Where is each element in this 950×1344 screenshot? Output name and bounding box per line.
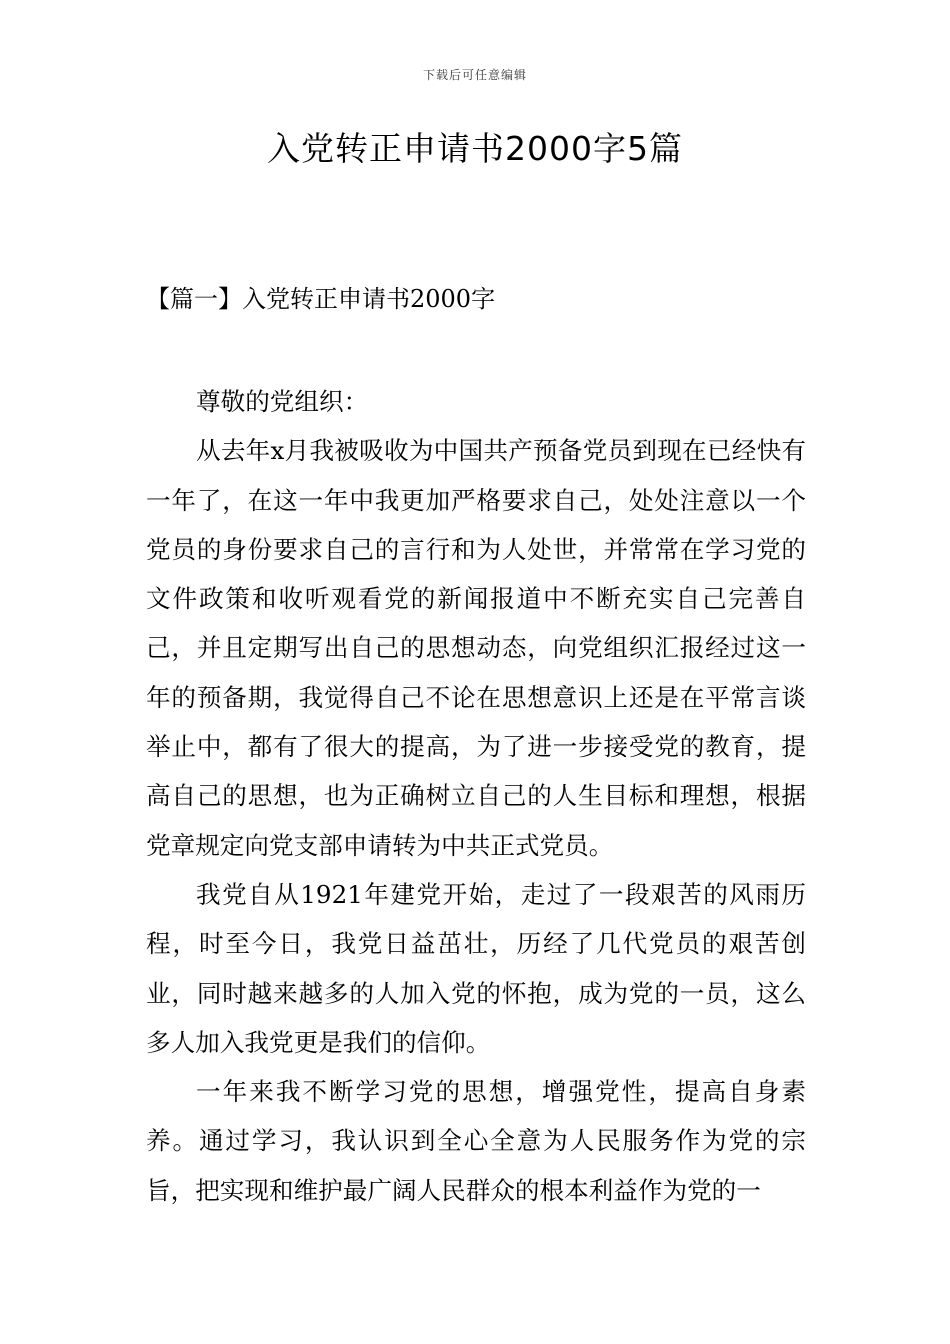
- paragraph: 从去年x月我被吸收为中国共产预备党员到现在已经快有一年了，在这一年中我更加严格要求自己，处处注意以一个党员的身份要求自己的言行和为人处世，并常常在学习党的文件政策和收听观看党的新闻报道中不断充实自己完善自己，并且定期写出自己的思想动态，向党组织汇报经过这一年的预备期，我觉得自己不论在思想意识上还是在平常言谈举止中，都有了很大的提高，为了进一步接受党的教育，提高自己的思想，也为正确树立自己的人生目标和理想，根据党章规定向党支部申请转为中共正式党员。: [146, 436, 806, 860]
- document-title: 入党转正申请书2000字5篇: [267, 129, 683, 168]
- paragraph: 一年来我不断学习党的思想，增强党性，提高自身素养。通过学习，我认识到全心全意为人民服务作为党的宗旨，把实现和维护最广阔人民群众的根本利益作为党的一: [146, 1077, 806, 1205]
- paragraph: 我党自从1921年建党开始，走过了一段艰苦的风雨历程，时至今日，我党日益茁壮，历经了几代党员的艰苦创业，同时越来越多的人加入党的怀抱，成为党的一员，这么多人加入我党更是我们的信仰。: [146, 879, 806, 1057]
- body-text: [146, 377, 806, 1215]
- section-heading: 【篇一】入党转正申请书2000字: [146, 285, 496, 313]
- header-note: 下载后可任意编辑: [422, 68, 527, 82]
- salutation: 尊敬的党组织：: [196, 387, 369, 416]
